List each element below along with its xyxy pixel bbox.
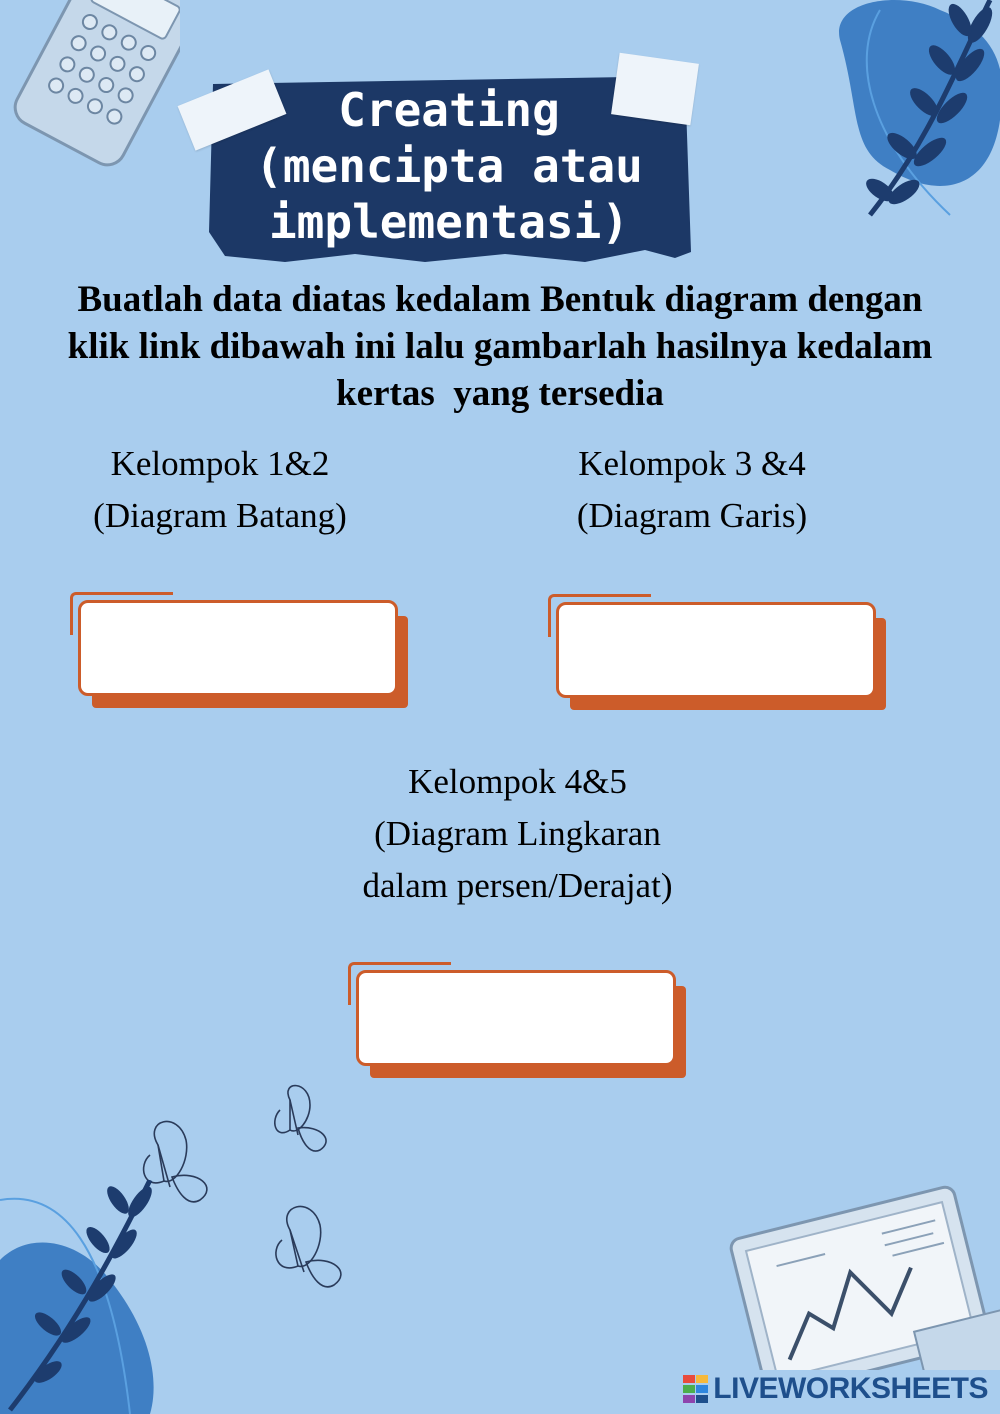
title-banner [205, 72, 693, 264]
group-3-diagram: (Diagram Lingkaran [374, 814, 661, 853]
instruction-line-3: kertas yang tersedia [336, 373, 664, 414]
answer-input-group-1[interactable] [78, 600, 398, 696]
answer-input-group-3[interactable] [356, 970, 676, 1066]
logo-icon [683, 1375, 709, 1403]
leaf-decoration-bottom [0, 1180, 200, 1414]
answer-box-group-3[interactable] [356, 970, 676, 1066]
group-1-diagram: (Diagram Batang) [93, 496, 347, 535]
group-1-label [40, 438, 400, 542]
title-line-2: (mencipta atau [255, 139, 643, 193]
group-3-label [290, 756, 745, 912]
group-3-detail: dalam persen/Derajat) [362, 866, 673, 905]
page-title [205, 82, 693, 250]
title-line-3: implementasi) [268, 195, 630, 249]
answer-input-group-2[interactable] [556, 602, 876, 698]
instruction-text [20, 276, 980, 417]
group-1-name: Kelompok 1&2 [110, 444, 330, 483]
liveworksheets-logo [683, 1372, 988, 1406]
leaf-decoration-top [820, 0, 1000, 230]
laptop-illustration [720, 1170, 1000, 1370]
title-line-1: Creating [338, 83, 560, 137]
instruction-line-1: Buatlah data diatas kedalam Bentuk diagram dengan [77, 279, 923, 320]
group-2-label [512, 438, 872, 542]
group-2-name: Kelompok 3 &4 [578, 444, 806, 483]
calculator-illustration [0, 0, 180, 180]
group-2-diagram: (Diagram Garis) [576, 496, 808, 535]
answer-box-group-1[interactable] [78, 600, 398, 696]
logo-text: LIVEWORKSHEETS [713, 1372, 988, 1405]
group-3-name: Kelompok 4&5 [408, 762, 627, 801]
answer-box-group-2[interactable] [556, 602, 876, 698]
instruction-line-2: klik link dibawah ini lalu gambarlah hasilnya kedalam [67, 326, 933, 367]
